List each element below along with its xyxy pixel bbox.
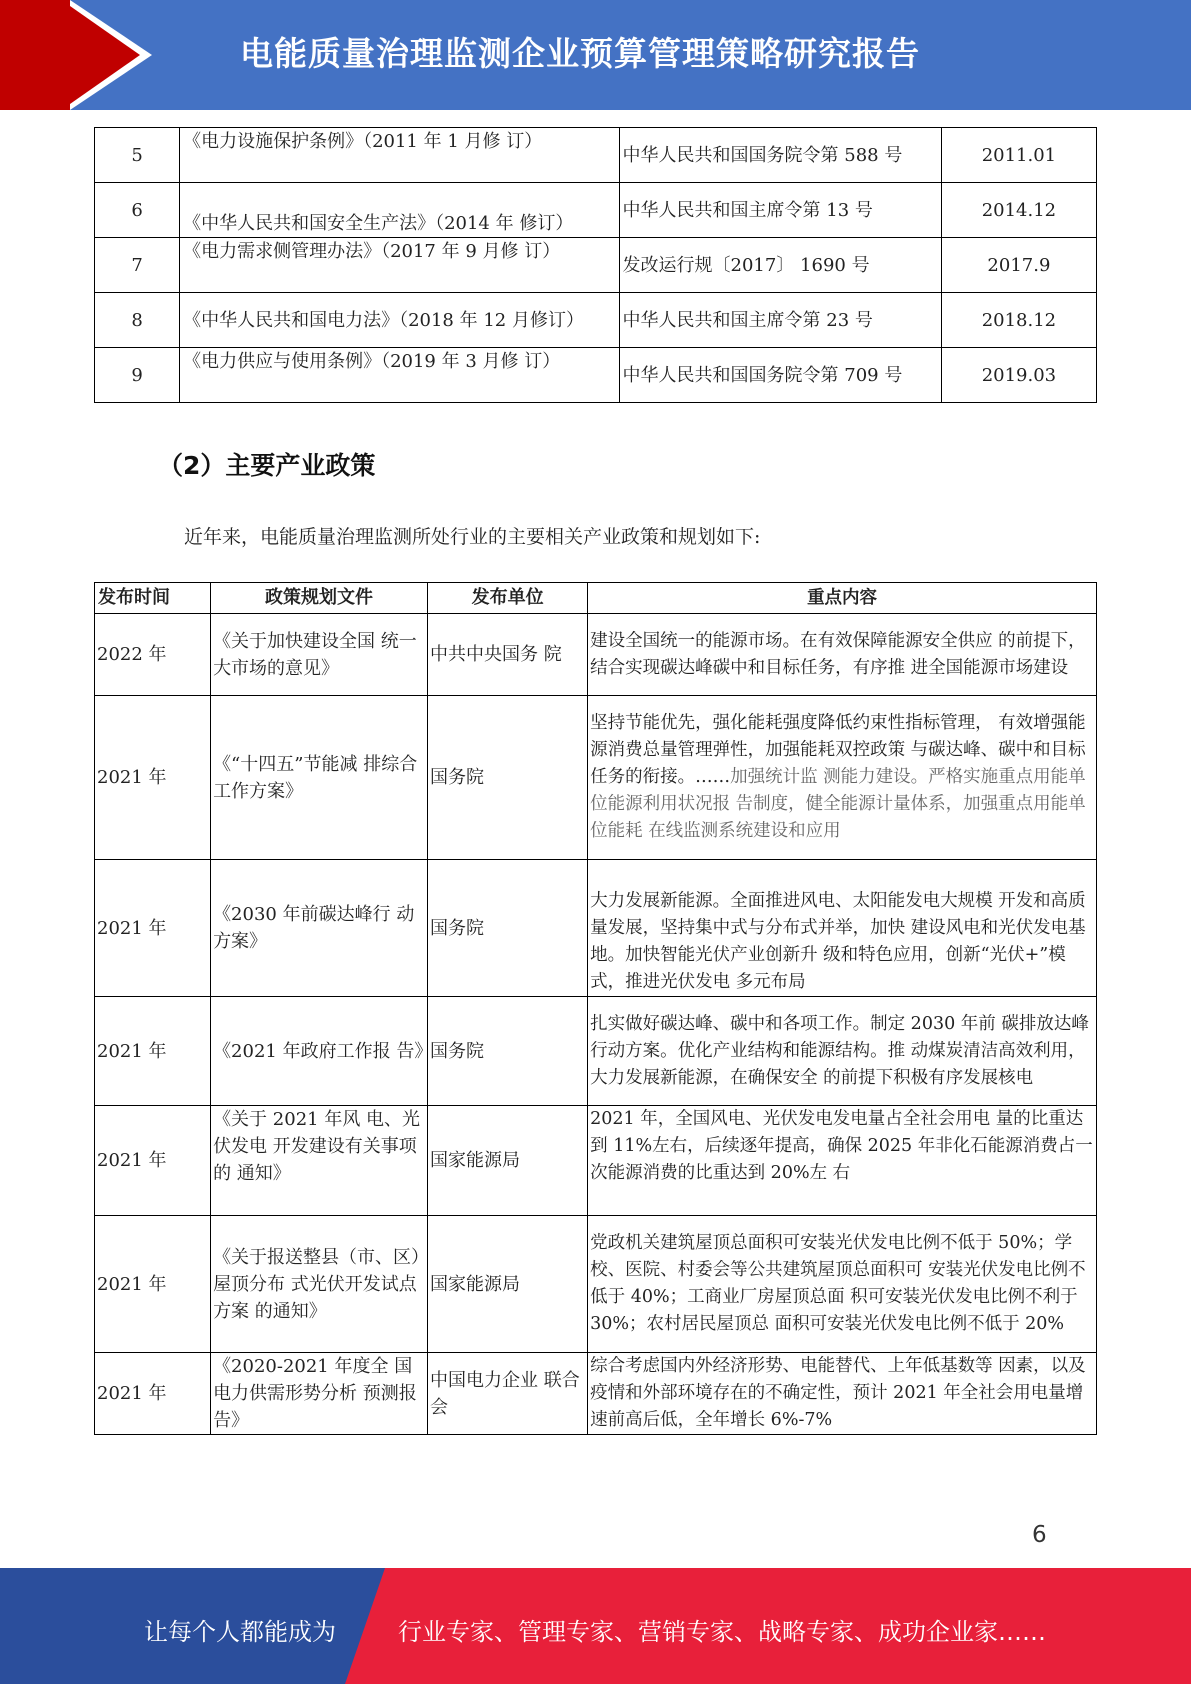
policy-content-main: 坚持节能优先，强化能耗强度降低约束性指标管理， 有效增强能源消费总量管理弹性，加强能耗双控政策 与碳达峰、碳中和目标任务的衔接。…… <box>590 713 1086 787</box>
reg-no: 7 <box>95 238 180 293</box>
section-intro: 近年来，电能质量治理监测所处行业的主要相关产业政策和规划如下: <box>184 526 761 548</box>
reg-no: 6 <box>95 183 180 238</box>
policy-doc: 《关于加快建设全国 统一大市场的意见》 <box>211 614 428 696</box>
policy-doc: 《“十四五”节能减 排综合工作方案》 <box>211 696 428 860</box>
footer-blue-slant <box>345 1568 385 1684</box>
policy-content: 建设全国统一的能源市场。在有效保障能源安全供应 的前提下，结合实现碳达峰碳中和目标任务，有序推 进全国能源市场建设 <box>588 614 1097 696</box>
table-header-row <box>95 583 1097 614</box>
reg-name: 《电力需求侧管理办法》（2017 年 9 月修 订） <box>180 238 619 293</box>
report-header-banner <box>0 0 1191 110</box>
reg-no: 9 <box>95 348 180 403</box>
policy-doc: 《2021 年政府工作报 告》 <box>211 997 428 1106</box>
regulations-table <box>94 127 1097 403</box>
col-header-time: 发布时间 <box>95 583 211 614</box>
policy-org: 国务院 <box>428 696 588 860</box>
footer-slogan-left: 让每个人都能成为 <box>144 1618 336 1646</box>
policy-content: 扎实做好碳达峰、碳中和各项工作。制定 2030 年前 碳排放达峰行动方案。优化产业结构和能源结构。推 动煤炭清洁高效利用，大力发展新能源，在确保安全 的前提下积极有序发展核电 <box>588 997 1097 1106</box>
table-row <box>95 696 1097 860</box>
policy-time: 2022 年 <box>95 614 211 696</box>
reg-issuer: 中华人民共和国国务院令第 709 号 <box>619 348 941 403</box>
col-header-doc: 政策规划文件 <box>211 583 428 614</box>
policy-content: 综合考虑国内外经济形势、电能替代、上年低基数等 因素，以及疫情和外部环境存在的不确定性，预计 2021 年全社会用电量增速前高后低，全年增长 6%-7% <box>588 1353 1097 1435</box>
policy-doc: 《2030 年前碳达峰行 动方案》 <box>211 860 428 997</box>
reg-no: 5 <box>95 128 180 183</box>
policy-doc: 《关于报送整县（市、区）屋顶分布 式光伏开发试点方案 的通知》 <box>211 1216 428 1353</box>
reg-date: 2014.12 <box>941 183 1096 238</box>
policy-time: 2021 年 <box>95 1216 211 1353</box>
policy-org: 国务院 <box>428 860 588 997</box>
policy-content: 党政机关建筑屋顶总面积可安装光伏发电比例不低于 50%；学校、医院、村委会等公共建筑屋顶总面积可 安装光伏发电比例不低于 40%；工商业厂房屋顶总面 积可安装光伏发电比例不利于 30%；农村居民屋顶总 面积可安装光伏发电比例不低于 20% <box>588 1216 1097 1353</box>
policy-time: 2021 年 <box>95 696 211 860</box>
table-row <box>95 1106 1097 1216</box>
reg-date: 2011.01 <box>941 128 1096 183</box>
footer-slogan-right: 行业专家、管理专家、营销专家、战略专家、成功企业家…… <box>398 1618 1046 1646</box>
policy-doc: 《2020-2021 年度全 国电力供需形势分析 预测报告》 <box>211 1353 428 1435</box>
report-title: 电能质量治理监测企业预算管理策略研究报告 <box>240 34 920 73</box>
header-red-arrow <box>70 6 140 104</box>
policy-content-gray: 加强统计监 测能力建设。严格实施重点用能单位能源利用状况报 告制度，健全能源计量体系，加强重点用能单位能耗 在线监测系统建设和应用 <box>590 767 1086 841</box>
policy-content <box>588 696 1097 860</box>
policy-time: 2021 年 <box>95 1353 211 1435</box>
policy-doc: 《关于 2021 年风 电、光伏发电 开发建设有关事项的 通知》 <box>211 1106 428 1216</box>
policy-org: 中共中央国务 院 <box>428 614 588 696</box>
table-row <box>95 128 1097 183</box>
reg-name: 《中华人民共和国电力法》（2018 年 12 月修订） <box>180 293 619 348</box>
reg-date: 2018.12 <box>941 293 1096 348</box>
policy-time: 2021 年 <box>95 860 211 997</box>
policy-org: 国家能源局 <box>428 1216 588 1353</box>
reg-name: 《中华人民共和国安全生产法》（2014 年 修订） <box>180 183 619 238</box>
table-row <box>95 1353 1097 1435</box>
policy-time: 2021 年 <box>95 997 211 1106</box>
header-red-block <box>0 0 70 110</box>
policy-table <box>94 582 1097 1435</box>
table-row <box>95 860 1097 997</box>
reg-date: 2017.9 <box>941 238 1096 293</box>
table-row <box>95 614 1097 696</box>
reg-name: 《电力设施保护条例》（2011 年 1 月修 订） <box>180 128 619 183</box>
policy-content: 大力发展新能源。全面推进风电、太阳能发电大规模 开发和高质量发展，坚持集中式与分布式并举，加快 建设风电和光伏发电基地。加快智能光伏产业创新升 级和特色应用，创新“光伏+”模式，推进光伏发电 多元布局 <box>588 860 1097 997</box>
policy-time: 2021 年 <box>95 1106 211 1216</box>
table-row <box>95 1216 1097 1353</box>
reg-issuer: 中华人民共和国国务院令第 588 号 <box>619 128 941 183</box>
reg-name: 《电力供应与使用条例》（2019 年 3 月修 订） <box>180 348 619 403</box>
policy-content: 2021 年，全国风电、光伏发电发电量占全社会用电 量的比重达到 11%左右，后续逐年提高，确保 2025 年非化石能源消费占一次能源消费的比重达到 20%左 右 <box>588 1106 1097 1216</box>
reg-date: 2019.03 <box>941 348 1096 403</box>
col-header-org: 发布单位 <box>428 583 588 614</box>
policy-org: 国家能源局 <box>428 1106 588 1216</box>
table-row <box>95 348 1097 403</box>
table-row <box>95 238 1097 293</box>
table-row <box>95 183 1097 238</box>
reg-issuer: 中华人民共和国主席令第 13 号 <box>619 183 941 238</box>
policy-org: 国务院 <box>428 997 588 1106</box>
reg-issuer: 中华人民共和国主席令第 23 号 <box>619 293 941 348</box>
policy-org: 中国电力企业 联合会 <box>428 1353 588 1435</box>
col-header-content: 重点内容 <box>588 583 1097 614</box>
page-number: 6 <box>1032 1522 1047 1548</box>
section-heading: （2）主要产业政策 <box>158 451 376 480</box>
footer-banner <box>0 1568 1191 1684</box>
reg-no: 8 <box>95 293 180 348</box>
reg-issuer: 发改运行规〔2017〕 1690 号 <box>619 238 941 293</box>
table-row <box>95 997 1097 1106</box>
table-row <box>95 293 1097 348</box>
